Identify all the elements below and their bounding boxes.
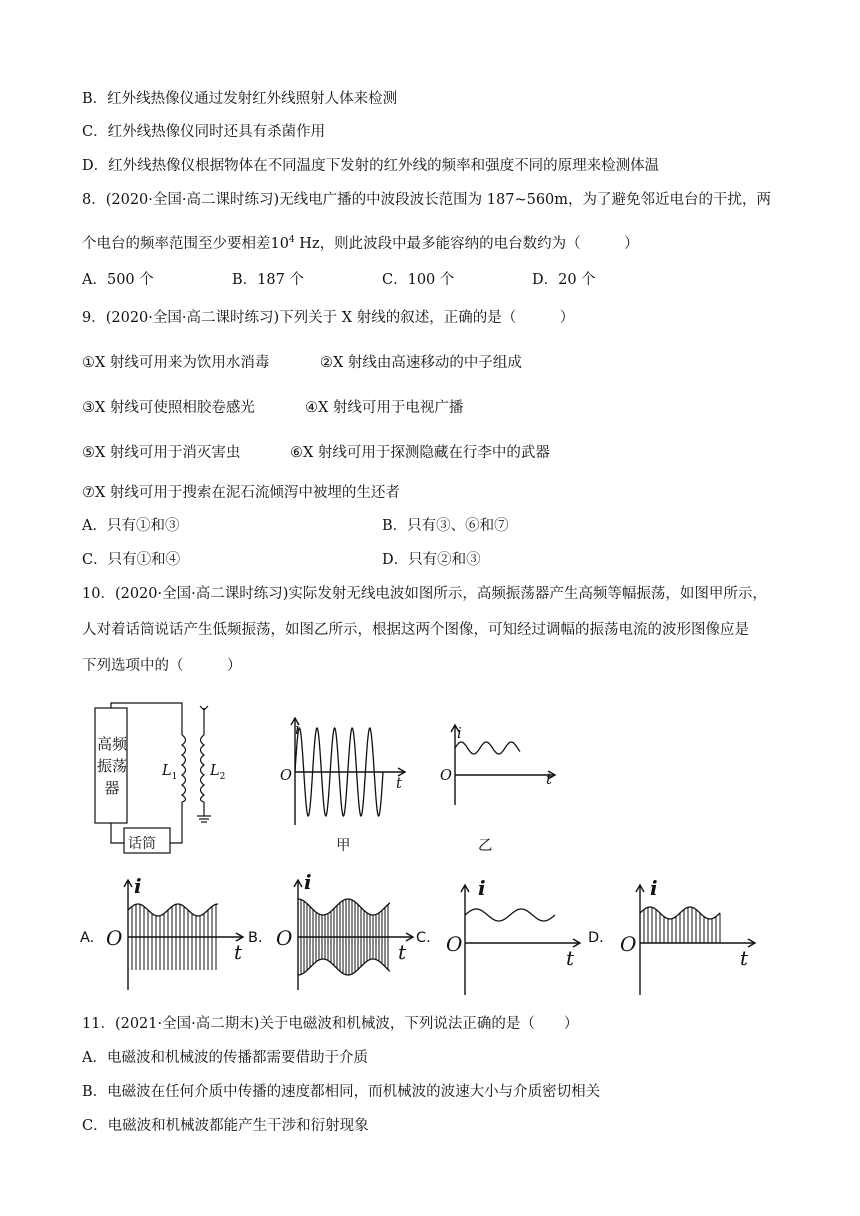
option-a-o: O bbox=[106, 926, 123, 950]
q7-option-c: C．红外线热像仪同时还具有杀菌作用 bbox=[82, 124, 326, 140]
q9-option-c: C．只有①和④ bbox=[82, 552, 181, 568]
q9-statement-5: ⑤X 射线可用于消灭害虫 bbox=[82, 445, 241, 461]
q8-stem-line2: 个电台的频率范围至少要相差$10^4$ Hz，则此波段中最多能容纳的电台数约为（ ） bbox=[82, 235, 639, 252]
option-c-graph bbox=[440, 875, 590, 995]
q9-stem: 9．(2020·全国·高二课时练习)下列关于 X 射线的叙述，正确的是（ ） bbox=[82, 310, 575, 326]
q9-statement-7: ⑦X 射线可用于搜索在泥石流倾泻中被埋的生还者 bbox=[82, 485, 400, 501]
option-d-graph bbox=[615, 875, 765, 995]
option-c-i: i bbox=[478, 876, 486, 900]
option-b-i: i bbox=[304, 870, 312, 894]
q8-option-b: B．187 个 bbox=[232, 272, 304, 288]
q11-stem: 11．(2021·全国·高二期末)关于电磁波和机械波，下列说法正确的是（ ） bbox=[82, 1016, 579, 1032]
q10-stem-line3: 下列选项中的（ ） bbox=[82, 658, 242, 674]
graph-yi-t: t bbox=[546, 772, 552, 788]
q10-option-c-label: C. bbox=[416, 930, 431, 946]
option-b-upper-envelope bbox=[298, 899, 390, 915]
oscillator-label: 高频振荡器 bbox=[97, 735, 128, 797]
q11-option-b: B．电磁波在任何介质中传播的速度都相同，而机械波的波速大小与介质密切相关 bbox=[82, 1084, 601, 1100]
q9-statement-3: ③X 射线可使照相胶卷感光 bbox=[82, 400, 255, 416]
microphone-label: 话筒 bbox=[128, 836, 156, 852]
audio-signal bbox=[455, 742, 520, 754]
caption-yi: 乙 bbox=[478, 838, 493, 854]
option-d-t: t bbox=[740, 946, 749, 970]
option-c-wave bbox=[465, 909, 555, 921]
q11-option-a: A．电磁波和机械波的传播都需要借助于介质 bbox=[82, 1050, 368, 1066]
option-b-lower-envelope bbox=[298, 959, 390, 975]
q8-stem-line1: 8．(2020·全国·高二课时练习)无线电广播的中波段波长范围为 187~560m，为了避免邻近电台的干扰，两 bbox=[82, 192, 772, 208]
option-b-graph bbox=[270, 875, 420, 995]
q8-option-c: C．100 个 bbox=[382, 272, 455, 288]
q9-statement-1: ①X 射线可用来为饮用水消毒 bbox=[82, 355, 270, 371]
option-a-i: i bbox=[134, 874, 142, 898]
graph-jia-o: O bbox=[280, 768, 292, 784]
option-b-o: O bbox=[276, 926, 293, 950]
q10-option-d-label: D. bbox=[588, 930, 604, 946]
q9-statement-2: ②X 射线由高速移动的中子组成 bbox=[320, 355, 522, 371]
option-c-o: O bbox=[446, 932, 463, 956]
option-d-i: i bbox=[650, 876, 658, 900]
q9-statement-6: ⑥X 射线可用于探测隐藏在行李中的武器 bbox=[290, 445, 550, 461]
option-a-graph bbox=[100, 875, 250, 995]
q7-option-d: D．红外线热像仪根据物体在不同温度下发射的红外线的频率和强度不同的原理来检测体温 bbox=[82, 158, 660, 174]
q8-option-d: D．20 个 bbox=[532, 272, 596, 288]
option-b-t: t bbox=[398, 940, 407, 964]
inductor-l2-label: $L_2$ bbox=[210, 763, 226, 782]
q10-stem-line1: 10．(2020·全国·高二课时练习)实际发射无线电波如图所示，高频振荡器产生高频等幅振荡，如图甲所示， bbox=[82, 586, 767, 602]
option-d-o: O bbox=[620, 932, 637, 956]
option-c-t: t bbox=[566, 946, 575, 970]
graph-yi-i: i bbox=[457, 726, 462, 742]
q9-option-a: A．只有①和③ bbox=[82, 518, 180, 534]
caption-jia: 甲 bbox=[336, 838, 351, 854]
q9-statement-4: ④X 射线可用于电视广播 bbox=[305, 400, 464, 416]
inductor-l1-label: $L_1$ bbox=[162, 763, 178, 782]
graph-yi-o: O bbox=[440, 768, 452, 784]
q11-option-c: C．电磁波和机械波都能产生干涉和衍射现象 bbox=[82, 1118, 369, 1134]
q10-option-a-label: A. bbox=[80, 930, 95, 946]
option-a-t: t bbox=[234, 940, 243, 964]
q9-option-d: D．只有②和③ bbox=[382, 552, 481, 568]
q9-option-b: B．只有③、⑥和⑦ bbox=[382, 518, 509, 534]
graph-jia-t: t bbox=[396, 776, 402, 792]
q10-option-b-label: B. bbox=[248, 930, 263, 946]
q7-option-b: B．红外线热像仪通过发射红外线照射人体来检测 bbox=[82, 91, 398, 107]
graph-jia-i: i bbox=[295, 722, 300, 738]
q8-option-a: A．500 个 bbox=[82, 272, 154, 288]
q10-stem-line2: 人对着话筒说话产生低频振荡，如图乙所示，根据这两个图像，可知经过调幅的振荡电流的波形图像应是 bbox=[82, 622, 749, 638]
